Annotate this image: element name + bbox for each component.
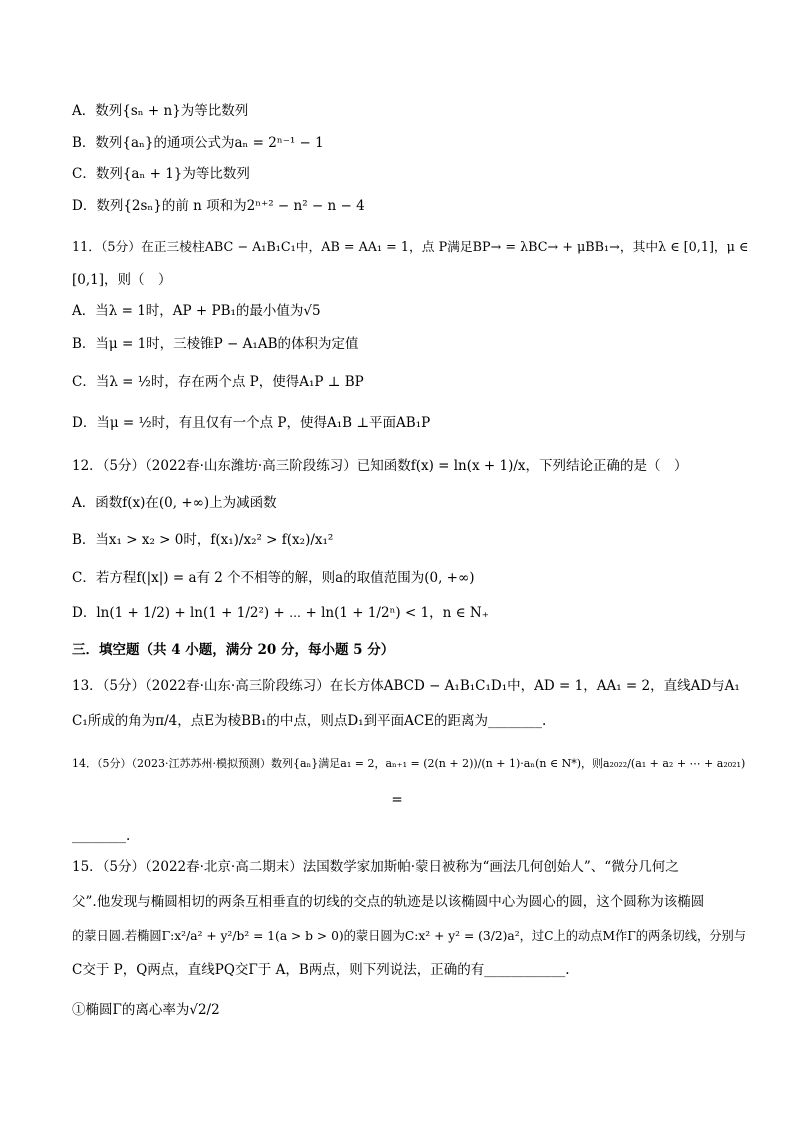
- option-10a: A．数列{sₙ + n}为等比数列: [72, 103, 249, 119]
- question-15-item1: ①椭圆Γ的离心率为√2/2: [72, 1002, 220, 1018]
- option-10c: C．数列{aₙ + 1}为等比数列: [72, 166, 250, 182]
- question-14-blank: ________.: [72, 828, 131, 844]
- question-15-line1: 15．（5分）（2022春·北京·高二期末）法国数学家加斯帕·蒙日被称为“画法几何创始人”、“微分几何之: [72, 859, 679, 875]
- option-12a: A．函数f(x)在(0, +∞)上为减函数: [72, 495, 277, 511]
- question-15-line4: C交于 P，Q两点，直线PQ交Γ于 A，B两点，则下列说法，正确的有____________.: [72, 962, 570, 978]
- question-11-stem-line2: [0,1]，则（ ）: [72, 272, 172, 288]
- option-11b: B．当μ = 1时，三棱锥P − A₁AB的体积为定值: [72, 336, 359, 352]
- option-12b: B．当x₁ > x₂ > 0时，f(x₁)/x₂² > f(x₂)/x₁²: [72, 532, 334, 548]
- question-11-stem-line1: 11．（5分）在正三棱柱ABC − A₁B₁C₁中，AB = AA₁ = 1，点 P满足BP→ = λBC→ + μBB₁→，其中λ ∈ [0,1]，μ ∈: [72, 240, 749, 255]
- section-3-title: 三．填空题（共 4 小题，满分 20 分，每小题 5 分）: [72, 642, 395, 658]
- question-14-equals: =: [391, 792, 403, 808]
- question-13-line1: 13．（5分）（2022春·山东·高三阶段练习）在长方体ABCD − A₁B₁C₁D₁中，AD = 1，AA₁ = 2，直线AD与A₁: [72, 678, 740, 694]
- question-12-stem: 12．（5分）（2022春·山东潍坊·高三阶段练习）已知函数f(x) = ln(x + 1)/x，下列结论正确的是（ ）: [72, 458, 688, 474]
- option-10d: D．数列{2sₙ}的前 n 项和为2ⁿ⁺² − n² − n − 4: [72, 198, 365, 214]
- option-11c: C．当λ = ½时，存在两个点 P，使得A₁P ⊥ BP: [72, 374, 364, 390]
- option-12c: C．若方程f(|x|) = a有 2 个不相等的解，则a的取值范围为(0, +∞): [72, 570, 475, 586]
- question-14-line1: 14．（5分）（2023·江苏苏州·模拟预测）数列{aₙ}满足a₁ = 2，aₙ₊₁ = (2(n + 2))/(n + 1)·aₙ(n ∈ N*)，则a₂₀₂₂/(a₁ + a₂ + ⋯ + a₂₀₂₁): [72, 757, 746, 770]
- question-15-line3: 的蒙日圆.若椭圆Γ:x²/a² + y²/b² = 1(a > b > 0)的蒙日圆为C:x² + y² = (3/2)a²，过C上的动点M作Γ的两条切线，分别与: [72, 929, 747, 943]
- question-15-line2: 父”.他发现与椭圆相切的两条互相垂直的切线的交点的轨迹是以该椭圆中心为圆心的圆，这个圆称为该椭圆: [72, 894, 705, 910]
- option-11d: D．当μ = ½时，有且仅有一个点 P，使得A₁B ⊥平面AB₁P: [72, 415, 431, 431]
- question-13-line2: C₁所成的角为π/4，点E为棱BB₁的中点，则点D₁到平面ACE的距离为________.: [72, 713, 547, 729]
- option-11a: A．当λ = 1时，AP + PB₁的最小值为√5: [72, 303, 321, 319]
- option-12d: D．ln(1 + 1/2) + ln(1 + 1/2²) + ⋯ + ln(1 + 1/2ⁿ) < 1，n ∈ N₊: [72, 605, 489, 621]
- option-10b: B．数列{aₙ}的通项公式为aₙ = 2ⁿ⁻¹ − 1: [72, 135, 324, 151]
